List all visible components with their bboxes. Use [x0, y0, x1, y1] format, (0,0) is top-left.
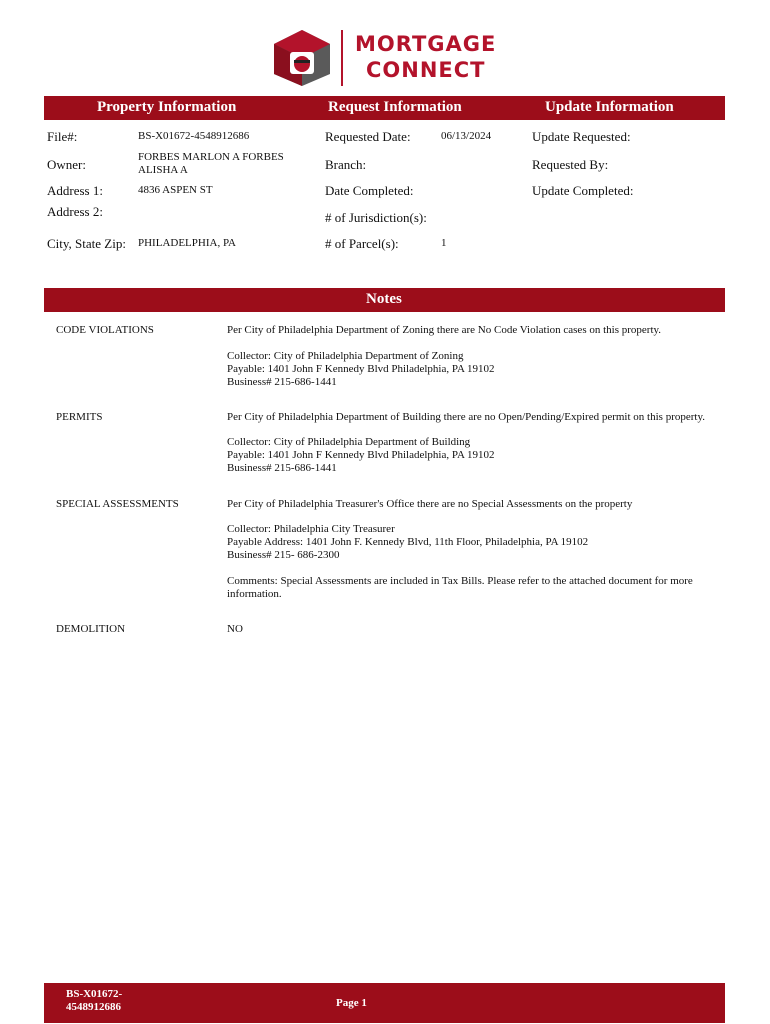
note-text: Per City of Philadelphia Department of Building there are no Open/Pending/Expired permit on this property.: [227, 411, 705, 423]
note-text: NO: [227, 623, 243, 635]
update-completed-label: Update Completed:: [532, 183, 634, 198]
note-text: Per City of Philadelphia Department of Zoning there are No Code Violation cases on this property.: [227, 324, 662, 336]
update-info-heading: Update Information: [545, 99, 674, 115]
info-header-bar: [44, 96, 725, 120]
footer-bar: [44, 983, 725, 1023]
footer-page-number: Page 1: [336, 997, 367, 1009]
owner-value: FORBES MARLON A FORBES ALISHA A: [138, 151, 284, 176]
note-heading-special-assessments: SPECIAL ASSESSMENTS: [56, 498, 179, 510]
file-value: BS-X01672-4548912686: [138, 130, 250, 142]
property-info-heading: Property Information: [97, 99, 237, 115]
address1-label: Address 1:: [47, 183, 103, 198]
note-heading-demolition: DEMOLITION: [56, 623, 126, 635]
notes-heading: Notes: [366, 291, 402, 307]
jurisdictions-label: # of Jurisdiction(s):: [325, 210, 427, 225]
requested-date-label: Requested Date:: [325, 129, 411, 144]
date-completed-label: Date Completed:: [325, 183, 414, 198]
note-text: Comments: Special Assessments are included in Tax Bills. Please refer to the attached document for more information.: [227, 575, 693, 600]
requested-by-label: Requested By:: [532, 157, 609, 172]
file-label: File#:: [47, 129, 78, 144]
note-heading-code-violations: CODE VIOLATIONS: [56, 324, 154, 336]
logo-line-2: CONNECT: [366, 58, 486, 82]
branch-label: Branch:: [325, 157, 367, 172]
notes-header-bar: [44, 288, 725, 312]
note-text: Per City of Philadelphia Treasurer's Office there are no Special Assessments on the property: [227, 498, 633, 510]
update-requested-label: Update Requested:: [532, 129, 631, 144]
note-text: Collector: City of Philadelphia Department of Zoning Payable: 1401 John F Kennedy Blvd Philadelphia, PA 19102 Business# 215-686-1441: [227, 350, 495, 388]
note-heading-permits: PERMITS: [56, 411, 103, 423]
address2-label: Address 2:: [47, 204, 103, 219]
parcels-value: 1: [441, 237, 447, 249]
note-text: Collector: City of Philadelphia Department of Building Payable: 1401 John F Kennedy Blvd Philadelphia, PA 19102 Business# 215-686-1441: [227, 436, 495, 474]
city-state-zip-label: City, State Zip:: [47, 236, 126, 251]
logo-mark-icon: [270, 28, 334, 88]
request-info-heading: Request Information: [328, 99, 462, 115]
footer-file-number: BS-X01672-4548912686: [66, 988, 123, 1013]
mortgage-connect-logo: [270, 28, 520, 90]
owner-label: Owner:: [47, 157, 86, 172]
logo-divider: [341, 30, 343, 86]
logo-line-1: MORTGAGE: [355, 32, 497, 56]
parcels-label: # of Parcel(s):: [325, 236, 399, 251]
note-text: Collector: Philadelphia City Treasurer Payable Address: 1401 John F. Kennedy Blvd, 11th Floor, Philadelphia, PA 19102 Business# 215- 686-2300: [227, 523, 589, 561]
address1-value: 4836 ASPEN ST: [138, 184, 213, 196]
requested-date-value: 06/13/2024: [441, 130, 492, 142]
city-state-zip-value: PHILADELPHIA, PA: [138, 237, 236, 249]
